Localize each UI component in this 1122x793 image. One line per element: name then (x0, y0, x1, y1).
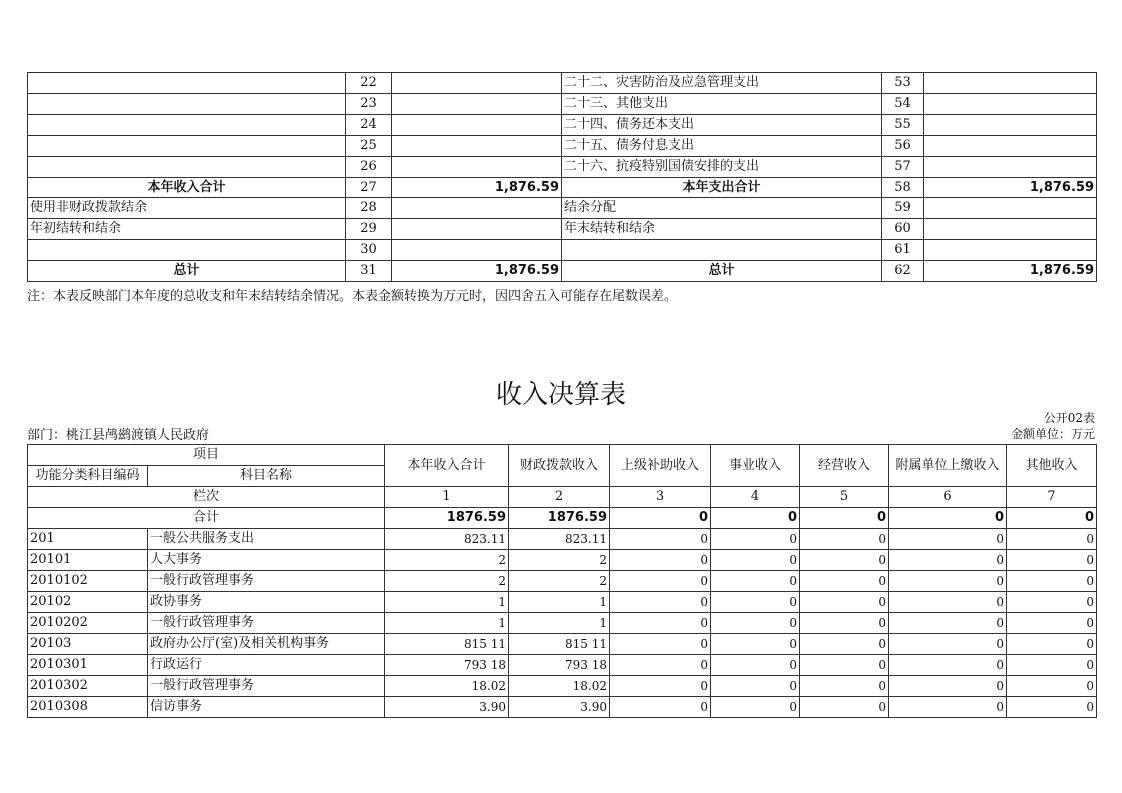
amount-cell: 815 11 (509, 634, 610, 655)
amount-cell: 2 (509, 550, 610, 571)
income-amount (392, 240, 562, 261)
line-number: 30 (346, 240, 392, 261)
income-amount (392, 73, 562, 94)
amount-cell: 0 (711, 697, 800, 718)
amount-cell: 0 (889, 676, 1007, 697)
amount-cell: 0 (800, 697, 889, 718)
header-col-5: 经营收入 (800, 445, 889, 487)
expense-label: 二十五、债务付息支出 (562, 135, 882, 156)
amount-cell: 0 (711, 634, 800, 655)
total-value: 0 (711, 508, 800, 529)
income-label: 本年收入合计 (28, 177, 346, 198)
subject-code: 2010301 (28, 655, 148, 676)
total-value: 0 (610, 508, 711, 529)
total-row (28, 508, 1097, 529)
line-number: 28 (346, 198, 392, 219)
amount-cell: 0 (711, 571, 800, 592)
amount-cell: 0 (889, 655, 1007, 676)
amount-cell: 0 (610, 676, 711, 697)
col-number: 2 (509, 487, 610, 508)
line-number: 62 (882, 261, 924, 282)
amount-cell: 0 (610, 697, 711, 718)
amount-cell: 3.90 (385, 697, 509, 718)
amount-cell: 0 (800, 634, 889, 655)
expense-label: 本年支出合计 (562, 177, 882, 198)
col-number: 1 (385, 487, 509, 508)
expense-amount: 1,876.59 (924, 261, 1097, 282)
amount-cell: 0 (889, 550, 1007, 571)
summary-row (28, 114, 1097, 135)
expense-label: 结余分配 (562, 198, 882, 219)
amount-cell: 0 (889, 571, 1007, 592)
col-number: 5 (800, 487, 889, 508)
amount-cell: 3.90 (509, 697, 610, 718)
subject-code: 2010308 (28, 697, 148, 718)
header-col-7: 其他收入 (1007, 445, 1097, 487)
amount-cell: 0 (800, 655, 889, 676)
header-col-4: 事业收入 (711, 445, 800, 487)
summary-row (28, 177, 1097, 198)
line-number: 29 (346, 219, 392, 240)
unit-label: 金额单位：万元 (1010, 427, 1095, 441)
line-number: 24 (346, 114, 392, 135)
table-row (28, 529, 1097, 550)
subject-code: 20101 (28, 550, 148, 571)
line-number: 25 (346, 135, 392, 156)
income-amount: 1,876.59 (392, 261, 562, 282)
amount-cell: 0 (610, 571, 711, 592)
subject-code: 201 (28, 529, 148, 550)
table-row (28, 655, 1097, 676)
amount-cell: 0 (711, 550, 800, 571)
expense-label: 二十三、其他支出 (562, 93, 882, 114)
department-label: 部门：桃江县鸬鹚渡镇人民政府 (27, 428, 210, 443)
income-amount (392, 93, 562, 114)
table-row (28, 697, 1097, 718)
line-number: 31 (346, 261, 392, 282)
summary-row (28, 156, 1097, 177)
amount-cell: 0 (610, 592, 711, 613)
col-number: 4 (711, 487, 800, 508)
amount-cell: 0 (610, 655, 711, 676)
income-amount (392, 219, 562, 240)
total-value: 0 (800, 508, 889, 529)
amount-cell: 0 (1007, 697, 1097, 718)
amount-cell: 2 (385, 550, 509, 571)
line-number: 22 (346, 73, 392, 94)
line-number: 23 (346, 93, 392, 114)
page-title: 收入决算表 (495, 380, 626, 410)
header-col-6: 附属单位上缴收入 (889, 445, 1007, 487)
line-number: 54 (882, 93, 924, 114)
table-row (28, 571, 1097, 592)
amount-cell: 0 (711, 655, 800, 676)
income-label (28, 156, 346, 177)
line-number: 60 (882, 219, 924, 240)
amount-cell: 0 (610, 613, 711, 634)
line-number: 26 (346, 156, 392, 177)
row-label: 栏次 (28, 487, 385, 508)
subject-code: 2010102 (28, 571, 148, 592)
amount-cell: 0 (1007, 529, 1097, 550)
subject-name: 信访事务 (148, 697, 385, 718)
summary-row (28, 240, 1097, 261)
line-number: 58 (882, 177, 924, 198)
amount-cell: 2 (509, 571, 610, 592)
amount-cell: 1 (509, 592, 610, 613)
expense-amount: 1,876.59 (924, 177, 1097, 198)
table-row (28, 676, 1097, 697)
subject-name: 一般行政管理事务 (148, 676, 385, 697)
expense-amount (924, 219, 1097, 240)
income-amount (392, 198, 562, 219)
income-label (28, 135, 346, 156)
expense-label: 年末结转和结余 (562, 219, 882, 240)
amount-cell: 0 (800, 571, 889, 592)
income-amount (392, 156, 562, 177)
amount-cell: 0 (711, 613, 800, 634)
amount-cell: 0 (889, 634, 1007, 655)
income-label (28, 114, 346, 135)
summary-row (28, 73, 1097, 94)
income-label (28, 73, 346, 94)
subject-name: 行政运行 (148, 655, 385, 676)
summary-row (28, 135, 1097, 156)
header-item: 项目 (28, 445, 385, 466)
header-col-3: 上级补助收入 (610, 445, 711, 487)
expense-label: 总计 (562, 261, 882, 282)
table-row (28, 634, 1097, 655)
header-col-2: 财政拨款收入 (509, 445, 610, 487)
total-value: 1876.59 (509, 508, 610, 529)
expense-label: 二十四、债务还本支出 (562, 114, 882, 135)
line-number: 27 (346, 177, 392, 198)
subject-name: 人大事务 (148, 550, 385, 571)
line-number: 57 (882, 156, 924, 177)
expense-amount (924, 93, 1097, 114)
income-label: 年初结转和结余 (28, 219, 346, 240)
amount-cell: 0 (800, 550, 889, 571)
expense-amount (924, 198, 1097, 219)
amount-cell: 18.02 (385, 676, 509, 697)
summary-table (27, 72, 1097, 282)
amount-cell: 0 (711, 529, 800, 550)
amount-cell: 793 18 (509, 655, 610, 676)
amount-cell: 1 (385, 592, 509, 613)
table-row (28, 613, 1097, 634)
subject-code: 2010202 (28, 613, 148, 634)
amount-cell: 0 (1007, 655, 1097, 676)
amount-cell: 815 11 (385, 634, 509, 655)
expense-amount (924, 156, 1097, 177)
total-label: 合计 (28, 508, 385, 529)
col-number: 6 (889, 487, 1007, 508)
col-number: 7 (1007, 487, 1097, 508)
amount-cell: 0 (1007, 676, 1097, 697)
expense-amount (924, 114, 1097, 135)
amount-cell: 0 (711, 676, 800, 697)
subject-name: 政协事务 (148, 592, 385, 613)
form-number: 公开02表 (1043, 411, 1095, 425)
amount-cell: 18.02 (509, 676, 610, 697)
footnote: 注：本表反映部门本年度的总收支和年末结转结余情况。本表金额转换为万元时，因四舍五入可能存在尾数误差。 (27, 289, 678, 304)
income-label: 使用非财政拨款结余 (28, 198, 346, 219)
total-value: 0 (889, 508, 1007, 529)
subject-code: 20102 (28, 592, 148, 613)
summary-row (28, 261, 1097, 282)
amount-cell: 0 (610, 529, 711, 550)
amount-cell: 0 (610, 634, 711, 655)
expense-label: 二十六、抗疫特别国债安排的支出 (562, 156, 882, 177)
subject-name: 政府办公厅(室)及相关机构事务 (148, 634, 385, 655)
expense-amount (924, 73, 1097, 94)
amount-cell: 0 (800, 592, 889, 613)
income-amount: 1,876.59 (392, 177, 562, 198)
line-number: 61 (882, 240, 924, 261)
amount-cell: 793 18 (385, 655, 509, 676)
summary-row (28, 219, 1097, 240)
subject-name: 一般公共服务支出 (148, 529, 385, 550)
subject-code: 2010302 (28, 676, 148, 697)
table-row (28, 592, 1097, 613)
amount-cell: 0 (1007, 634, 1097, 655)
header-col-1: 本年收入合计 (385, 445, 509, 487)
amount-cell: 0 (1007, 592, 1097, 613)
expense-amount (924, 135, 1097, 156)
header-code: 功能分类科目编码 (28, 466, 148, 487)
amount-cell: 2 (385, 571, 509, 592)
amount-cell: 1 (509, 613, 610, 634)
line-number: 53 (882, 73, 924, 94)
amount-cell: 0 (889, 613, 1007, 634)
subject-code: 20103 (28, 634, 148, 655)
subject-name: 一般行政管理事务 (148, 613, 385, 634)
amount-cell: 0 (1007, 613, 1097, 634)
col-number: 3 (610, 487, 711, 508)
income-label: 总计 (28, 261, 346, 282)
income-table (27, 444, 1097, 718)
line-number: 56 (882, 135, 924, 156)
expense-label: 二十二、灾害防治及应急管理支出 (562, 73, 882, 94)
income-label (28, 93, 346, 114)
line-number: 55 (882, 114, 924, 135)
total-value: 1876.59 (385, 508, 509, 529)
amount-cell: 0 (1007, 571, 1097, 592)
summary-row (28, 198, 1097, 219)
total-value: 0 (1007, 508, 1097, 529)
line-number: 59 (882, 198, 924, 219)
amount-cell: 0 (711, 592, 800, 613)
table-row (28, 550, 1097, 571)
income-amount (392, 114, 562, 135)
income-amount (392, 135, 562, 156)
subject-name: 一般行政管理事务 (148, 571, 385, 592)
expense-amount (924, 240, 1097, 261)
amount-cell: 823.11 (385, 529, 509, 550)
amount-cell: 1 (385, 613, 509, 634)
amount-cell: 0 (1007, 550, 1097, 571)
amount-cell: 0 (800, 676, 889, 697)
amount-cell: 0 (889, 529, 1007, 550)
amount-cell: 0 (800, 613, 889, 634)
amount-cell: 0 (610, 550, 711, 571)
header-name: 科目名称 (148, 466, 385, 487)
amount-cell: 0 (800, 529, 889, 550)
amount-cell: 823.11 (509, 529, 610, 550)
summary-row (28, 93, 1097, 114)
amount-cell: 0 (889, 592, 1007, 613)
amount-cell: 0 (889, 697, 1007, 718)
expense-label (562, 240, 882, 261)
income-label (28, 240, 346, 261)
